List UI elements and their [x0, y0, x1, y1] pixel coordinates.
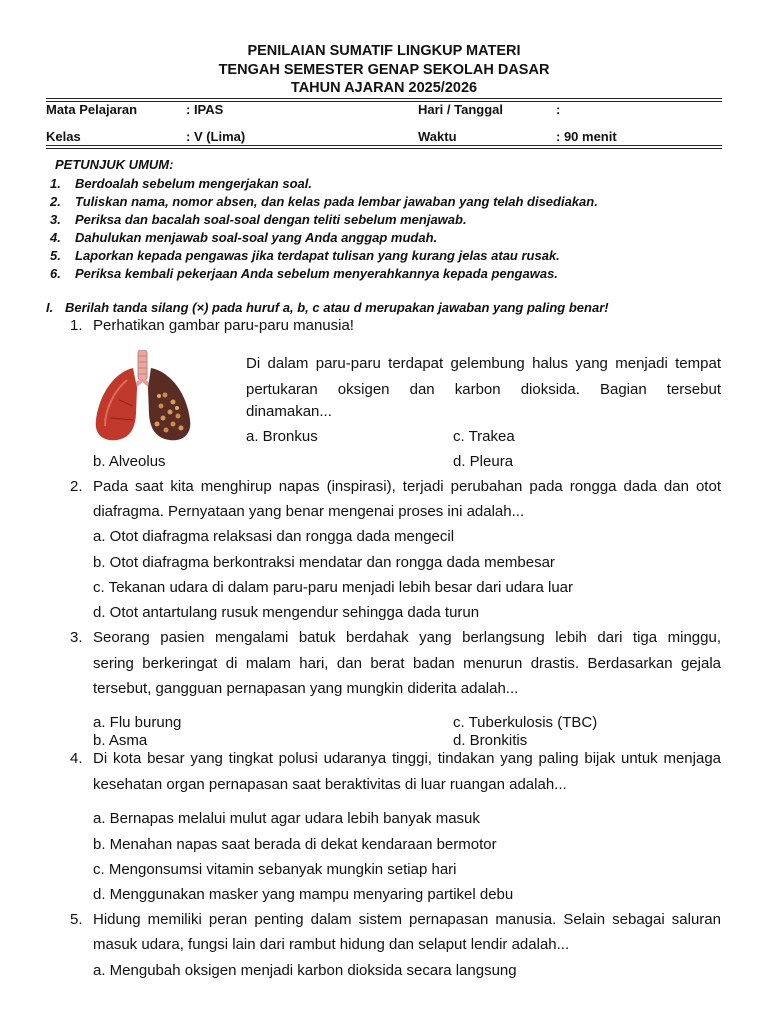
question-3-line3: tersebut, gangguan pernapasan yang mungkin diderita adalah...	[93, 680, 519, 697]
option-a[interactable]: a. Flu burung	[93, 714, 182, 731]
option-b[interactable]: b. Menahan napas saat berada di dekat kendaraan bermotor	[93, 836, 497, 853]
question-5-number: 5.	[70, 911, 83, 928]
question-4-line2: kesehatan organ pernapasan saat beraktivitas di luar ruangan adalah...	[93, 776, 567, 793]
option-c[interactable]: c. Trakea	[453, 428, 515, 445]
question-4-number: 4.	[70, 750, 83, 767]
option-b[interactable]: b. Otot diafragma berkontraksi mendatar dan rongga dada membesar	[93, 554, 555, 571]
instruction-text: Dahulukan menjawab soal-soal yang Anda anggap mudah.	[75, 230, 438, 245]
option-a[interactable]: a. Bronkus	[246, 428, 318, 445]
subject-value: : IPAS	[186, 102, 224, 117]
option-c[interactable]: c. Mengonsumsi vitamin sebanyak mungkin setiap hari	[93, 861, 457, 878]
instruction-text: Periksa kembali pekerjaan Anda sebelum menyerahkannya kepada pengawas.	[75, 266, 558, 281]
option-b[interactable]: b. Asma	[93, 732, 148, 749]
instruction-number: 4.	[50, 230, 61, 245]
question-5-line1: Hidung memiliki peran penting dalam sistem pernapasan manusia. Selain sebagai saluran	[93, 911, 721, 928]
question-2-line2: diafragma. Pernyataan yang benar mengenai proses ini adalah...	[93, 503, 525, 520]
instruction-number: 5.	[50, 248, 61, 263]
question-4-line1: Di kota besar yang tingkat polusi udaranya tinggi, tindakan yang paling bijak untuk menjaga	[93, 750, 721, 767]
header-rule-bottom-1	[46, 145, 722, 146]
question-5-line2: masuk udara, fungsi lain dari rambut hidung dan selaput lendir adalah...	[93, 936, 570, 953]
option-a[interactable]: a. Bernapas melalui mulut agar udara lebih banyak masuk	[93, 810, 480, 827]
lungs-image	[93, 350, 193, 445]
header-title-line3: TAHUN AJARAN 2025/2026	[290, 80, 478, 96]
instruction-text: Tuliskan nama, nomor absen, dan kelas pada lembar jawaban yang telah disediakan.	[75, 194, 598, 209]
header-rule-bottom-2	[46, 148, 722, 149]
question-1-text-line2: pertukaran oksigen dan karbon dioksida. Bagian tersebut	[246, 381, 721, 398]
question-1-text-line3: dinamakan...	[246, 403, 332, 420]
question-1-text-line1: Di dalam paru-paru terdapat gelembung halus yang menjadi tempat	[246, 355, 721, 372]
question-1-number: 1.	[70, 317, 83, 334]
option-d[interactable]: d. Pleura	[453, 453, 514, 470]
instruction-text: Berdoalah sebelum mengerjakan soal.	[75, 176, 312, 191]
header-title-line1: PENILAIAN SUMATIF LINGKUP MATERI	[247, 43, 521, 59]
option-a[interactable]: a. Otot diafragma relaksasi dan rongga dada mengecil	[93, 528, 455, 545]
option-d[interactable]: d. Bronkitis	[453, 732, 528, 749]
class-label: Kelas	[46, 129, 81, 144]
section-number: I.	[46, 300, 54, 315]
day-value: :	[556, 102, 561, 117]
question-2-line1: Pada saat kita menghirup napas (inspirasi), terjadi perubahan pada rongga dada dan otot	[93, 478, 721, 495]
header-title-line2: TENGAH SEMESTER GENAP SEKOLAH DASAR	[218, 62, 550, 78]
header-rule-top-2	[46, 101, 722, 102]
section-instruction: Berilah tanda silang (×) pada huruf a, b, c atau d merupakan jawaban yang paling benar!	[65, 300, 609, 315]
instruction-text: Laporkan kepada pengawas jika terdapat tulisan yang kurang jelas atau rusak.	[75, 248, 560, 263]
header-rule-top-1	[46, 98, 722, 99]
option-d[interactable]: d. Menggunakan masker yang mampu menyaring partikel debu	[93, 886, 514, 903]
class-value: : V (Lima)	[186, 129, 246, 144]
subject-label: Mata Pelajaran	[46, 102, 138, 117]
instruction-number: 2.	[50, 194, 61, 209]
question-3-line2: sering berkeringat di malam hari, dan berat badan menurun drastis. Berdasarkan gejala	[93, 655, 721, 672]
option-a[interactable]: a. Mengubah oksigen menjadi karbon dioksida secara langsung	[93, 962, 517, 979]
time-value: : 90 menit	[556, 129, 617, 144]
question-2-number: 2.	[70, 478, 83, 495]
instruction-text: Periksa dan bacalah soal-soal dengan teliti sebelum menjawab.	[75, 212, 467, 227]
option-c[interactable]: c. Tuberkulosis (TBC)	[453, 714, 598, 731]
day-label: Hari / Tanggal	[418, 102, 503, 117]
option-d[interactable]: d. Otot antartulang rusuk mengendur sehingga dada turun	[93, 604, 480, 621]
option-b[interactable]: b. Alveolus	[93, 453, 166, 470]
question-1-stem: Perhatikan gambar paru-paru manusia!	[93, 317, 354, 334]
instruction-number: 6.	[50, 266, 61, 281]
instructions-title: PETUNJUK UMUM:	[55, 157, 174, 172]
question-3-line1: Seorang pasien mengalami batuk berdahak yang berlangsung lebih dari tiga minggu,	[93, 629, 721, 646]
question-3-number: 3.	[70, 629, 83, 646]
instruction-number: 1.	[50, 176, 61, 191]
instruction-number: 3.	[50, 212, 61, 227]
option-c[interactable]: c. Tekanan udara di dalam paru-paru menjadi lebih besar dari udara luar	[93, 579, 574, 596]
time-label: Waktu	[418, 129, 457, 144]
